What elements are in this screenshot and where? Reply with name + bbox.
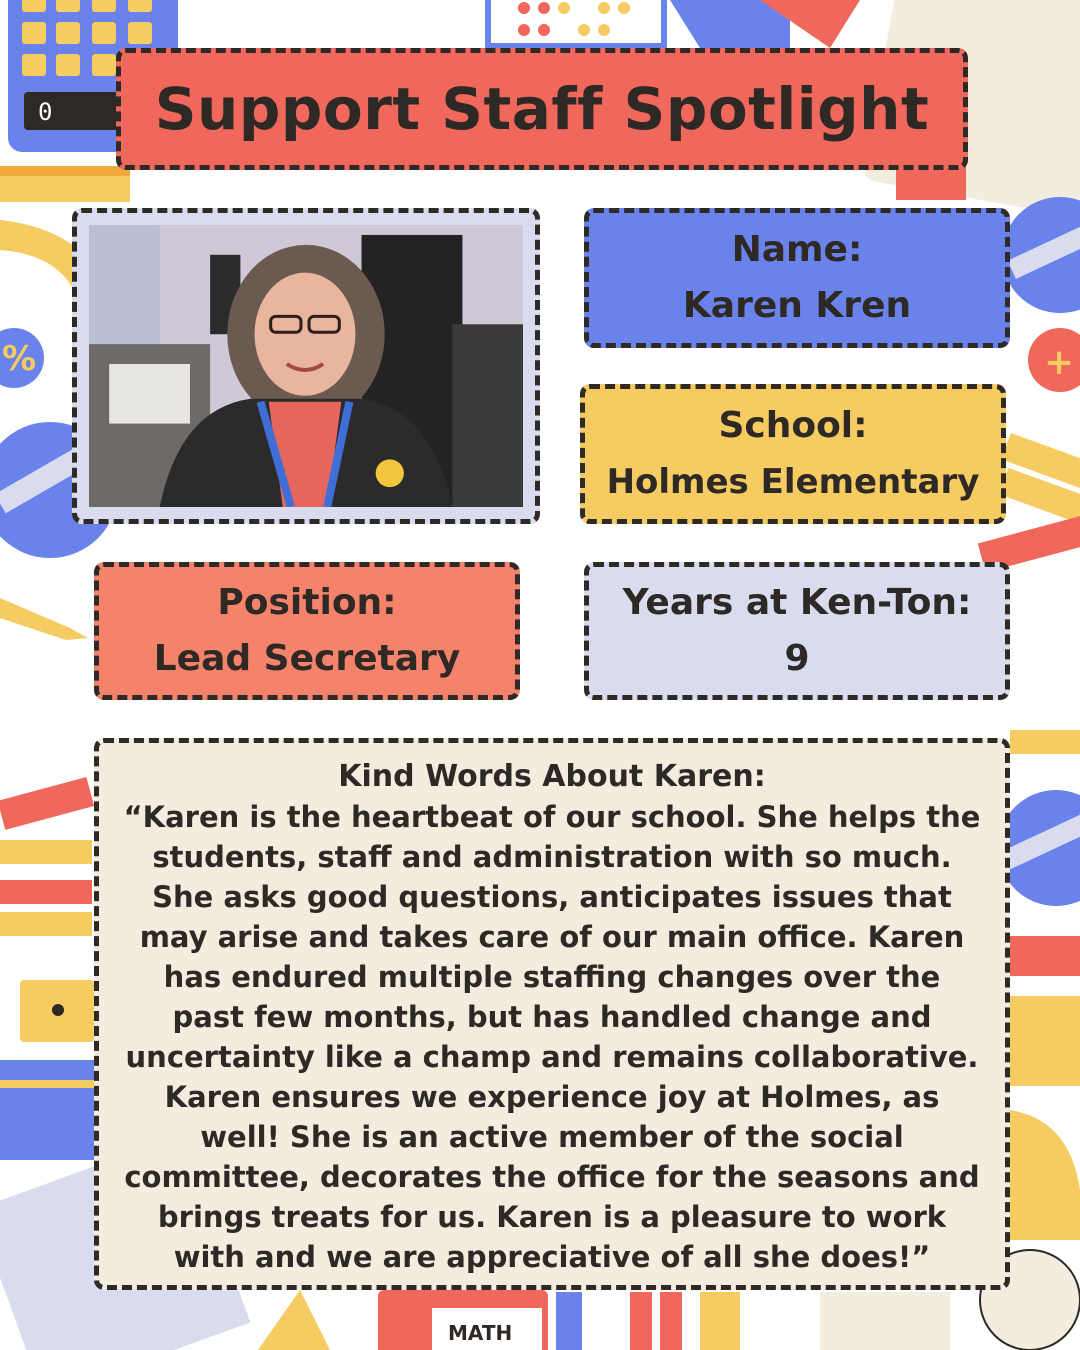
years-value: 9 xyxy=(784,638,810,679)
title-banner xyxy=(116,48,968,170)
position-card xyxy=(94,562,520,700)
position-label: Position: xyxy=(217,582,397,623)
name-value: Karen Kren xyxy=(682,285,912,326)
math-notebook-label: MATH xyxy=(448,1321,513,1345)
name-label: Name: xyxy=(731,229,863,270)
position-value: Lead Secretary xyxy=(153,638,461,679)
name-card xyxy=(584,208,1010,348)
calculator-display-text: 0 xyxy=(38,98,53,126)
years-card xyxy=(584,562,1010,700)
svg-text:%: % xyxy=(2,339,37,379)
kind-words-card xyxy=(94,738,1010,1290)
school-card xyxy=(580,384,1006,524)
kind-words-heading: Kind Words About Karen: xyxy=(338,759,766,794)
school-value: Holmes Elementary xyxy=(606,462,980,502)
photo-frame xyxy=(72,208,540,524)
years-label: Years at Ken-Ton: xyxy=(622,582,972,623)
staff-photo xyxy=(89,225,523,507)
page-title: Support Staff Spotlight xyxy=(154,75,930,143)
svg-text:+: + xyxy=(1044,342,1075,383)
school-label: School: xyxy=(718,405,868,446)
kind-words-quote: “Karen is the heartbeat of our school. She helps the students, staff and administration with so much. She asks good questions, anticipates issues that may arise and takes care of our main office. Karen has endured multiple staffing changes over the past few months, but has handled change and uncertainty like a champ and remains collaborative. Karen ensures we experience joy at Holmes, as well! She is an active member of the social committee, decorates the office for the seasons and brings treats for us. Karen is a pleasure to work with and we are appreciative of all she does!” xyxy=(123,800,981,1274)
